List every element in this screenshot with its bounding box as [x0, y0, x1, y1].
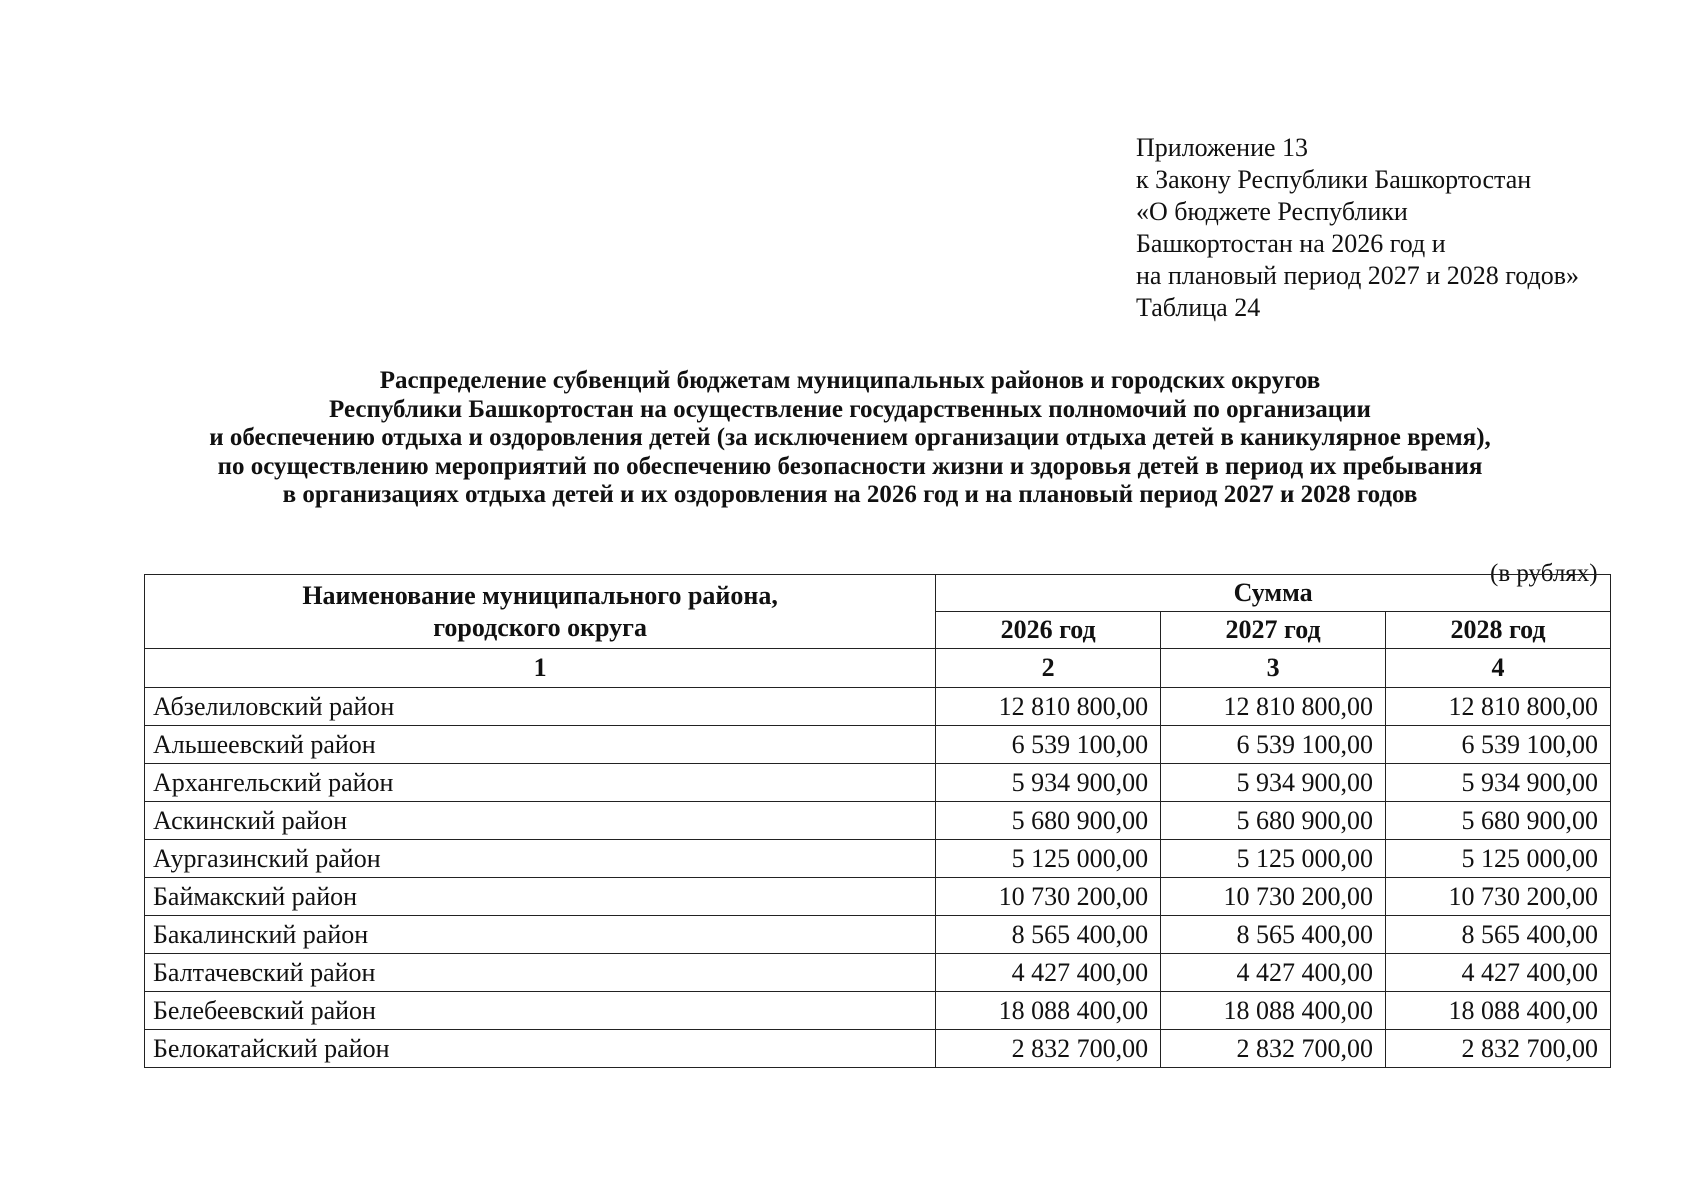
amount-2028: 12 810 800,00 — [1386, 688, 1611, 726]
column-number: 4 — [1386, 649, 1611, 688]
column-number: 3 — [1161, 649, 1386, 688]
title-line: в организациях отдыха детей и их оздоровления на 2026 год и на плановый период 2027 и 2028 годов — [282, 481, 1418, 508]
table-row — [145, 802, 1611, 840]
amount-2027: 5 680 900,00 — [1161, 802, 1386, 840]
title-line: Распределение субвенций бюджетам муниципальных районов и городских округов — [379, 367, 1321, 394]
appendix-line: Приложение 13 — [1136, 133, 1309, 162]
appendix-line: к Закону Республики Башкортостан — [1136, 165, 1532, 194]
name-header-line: городского округа — [433, 612, 647, 642]
amount-2028: 8 565 400,00 — [1386, 916, 1611, 954]
amount-2027: 5 934 900,00 — [1161, 764, 1386, 802]
amount-2028: 5 125 000,00 — [1386, 840, 1611, 878]
amount-2027: 8 565 400,00 — [1161, 916, 1386, 954]
amount-2028: 2 832 700,00 — [1386, 1030, 1611, 1068]
amount-2027: 5 125 000,00 — [1161, 840, 1386, 878]
amount-2028: 4 427 400,00 — [1386, 954, 1611, 992]
district-name: Белокатайский район — [145, 1030, 936, 1068]
table-number: Таблица 24 — [1136, 293, 1261, 322]
subvention-table — [144, 574, 1611, 1068]
amount-2026: 18 088 400,00 — [936, 992, 1161, 1030]
table-row — [145, 840, 1611, 878]
title-line: по осуществлению мероприятий по обеспечению безопасности жизни и здоровья детей в период их пребывания — [217, 452, 1483, 480]
appendix-line: «О бюджете Республики — [1136, 197, 1408, 226]
column-number: 1 — [145, 649, 936, 688]
district-name: Абзелиловский район — [145, 688, 936, 726]
sum-header: Сумма — [936, 575, 1611, 612]
district-name: Аскинский район — [145, 802, 936, 840]
table-row — [145, 726, 1611, 764]
amount-2026: 5 125 000,00 — [936, 840, 1161, 878]
amount-2028: 18 088 400,00 — [1386, 992, 1611, 1030]
district-name: Архангельский район — [145, 764, 936, 802]
units-note: (в рублях) — [1490, 560, 1598, 587]
amount-2027: 18 088 400,00 — [1161, 992, 1386, 1030]
district-name: Аургазинский район — [145, 840, 936, 878]
amount-2026: 4 427 400,00 — [936, 954, 1161, 992]
table-row — [145, 1030, 1611, 1068]
amount-2027: 4 427 400,00 — [1161, 954, 1386, 992]
amount-2028: 5 680 900,00 — [1386, 802, 1611, 840]
amount-2026: 10 730 200,00 — [936, 878, 1161, 916]
table-row — [145, 954, 1611, 992]
appendix-header — [1136, 132, 1579, 324]
appendix-line: на плановый период 2027 и 2028 годов» — [1136, 261, 1579, 290]
appendix-line: Башкортостан на 2026 год и — [1136, 229, 1446, 258]
amount-2026: 5 934 900,00 — [936, 764, 1161, 802]
district-name: Белебеевский район — [145, 992, 936, 1030]
amount-2028: 10 730 200,00 — [1386, 878, 1611, 916]
amount-2026: 8 565 400,00 — [936, 916, 1161, 954]
year-header: 2026 год — [936, 612, 1161, 649]
district-name: Бакалинский район — [145, 916, 936, 954]
district-name: Альшеевский район — [145, 726, 936, 764]
year-header: 2027 год — [1161, 612, 1386, 649]
amount-2027: 12 810 800,00 — [1161, 688, 1386, 726]
district-name: Балтачевский район — [145, 954, 936, 992]
title-line: и обеспечению отдыха и оздоровления детей (за исключением организации отдыха детей в каникулярное время), — [209, 424, 1491, 451]
amount-2027: 6 539 100,00 — [1161, 726, 1386, 764]
amount-2026: 6 539 100,00 — [936, 726, 1161, 764]
year-header: 2028 год — [1386, 612, 1611, 649]
document-title — [80, 367, 1620, 510]
table-row — [145, 992, 1611, 1030]
amount-2028: 6 539 100,00 — [1386, 726, 1611, 764]
table-row — [145, 764, 1611, 802]
amount-2027: 2 832 700,00 — [1161, 1030, 1386, 1068]
title-line: Республики Башкортостан на осуществление государственных полномочий по организации — [329, 395, 1371, 423]
table-row — [145, 688, 1611, 726]
district-name: Баймакский район — [145, 878, 936, 916]
amount-2026: 12 810 800,00 — [936, 688, 1161, 726]
name-header-line: Наименование муниципального района, — [302, 580, 778, 610]
amount-2026: 5 680 900,00 — [936, 802, 1161, 840]
column-number: 2 — [936, 649, 1161, 688]
amount-2028: 5 934 900,00 — [1386, 764, 1611, 802]
name-column-header — [145, 575, 936, 649]
amount-2026: 2 832 700,00 — [936, 1030, 1161, 1068]
table-row — [145, 916, 1611, 954]
table-row — [145, 878, 1611, 916]
amount-2027: 10 730 200,00 — [1161, 878, 1386, 916]
